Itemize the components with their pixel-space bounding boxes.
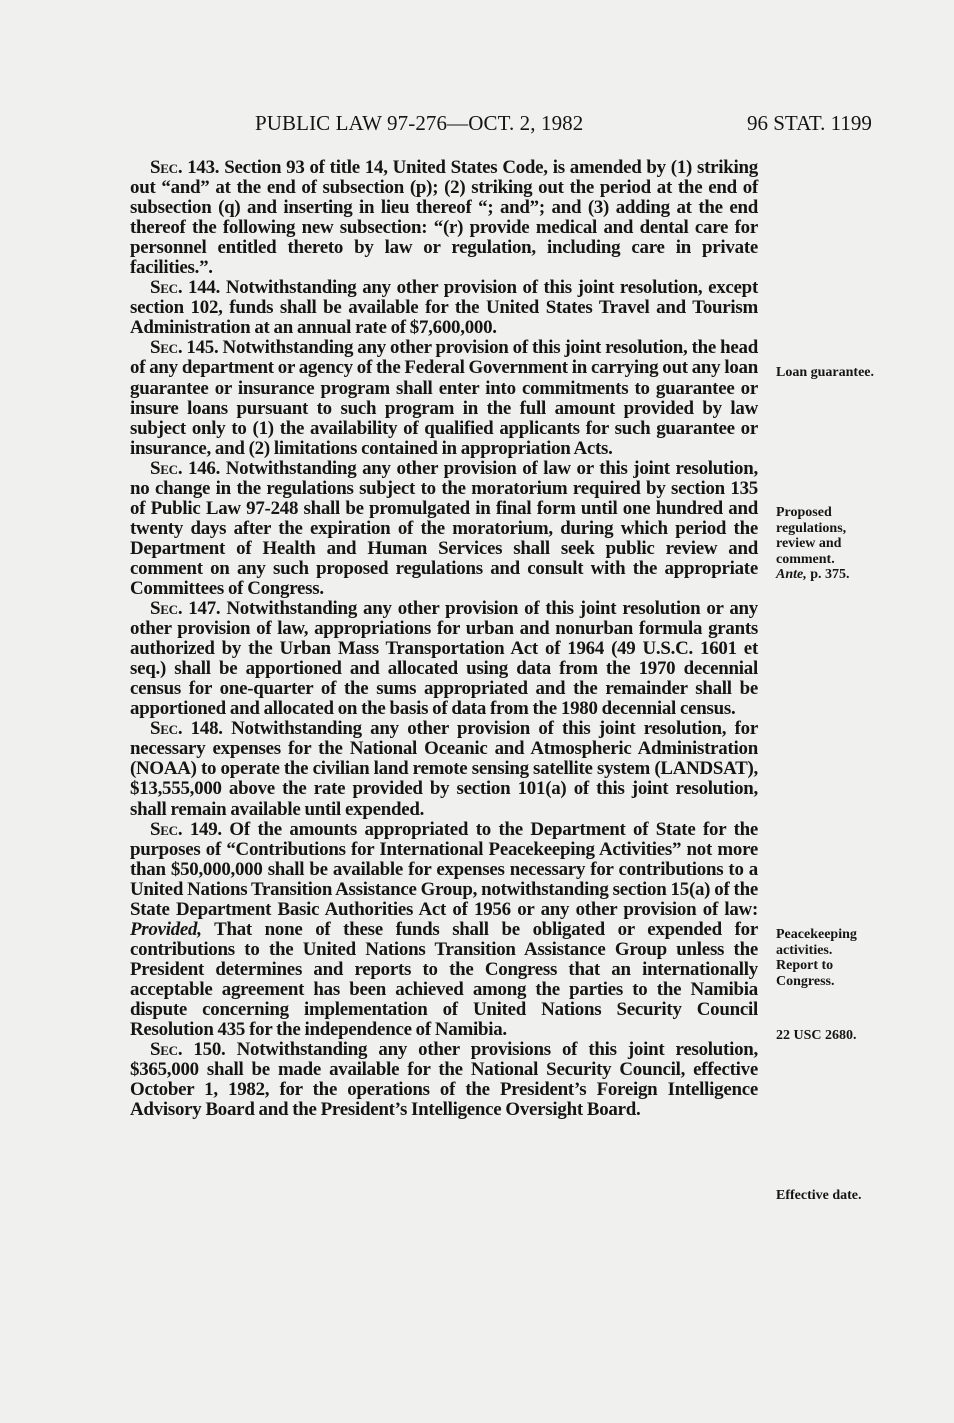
margin-note-ante-reference — [776, 567, 926, 583]
section-147 — [130, 599, 758, 719]
section-149 — [130, 820, 758, 1041]
margin-note-line: comment. — [776, 551, 835, 567]
section-text: Notwithstanding any other provision of this joint resolution, except section 102, funds shall be available for the United States Travel and Tourism Administration at an annual rate of $7,600,000. — [130, 277, 758, 339]
section-text: Section 93 of title 14, United States Code, is amended by (1) striking out “and” at the end of subsection (p); (2) striking out the period at the end of subsection (q) and inserting in lieu thereof “; and”; and (3) adding at the end thereof the following new subsection: “(r) provide medical and dental care for personnel entitled thereto by law or regulation, including care in private facilities.”. — [130, 157, 758, 279]
section-label: Sec. 144. — [150, 277, 221, 299]
margin-note-peacekeeping — [776, 927, 926, 989]
section-text: Notwithstanding any other provision of this joint resolution, the head of any department or agency of the Federal Government in carrying out any loan guarantee or insurance program shall enter into commitments to guarantee or insure loans pursuant to such program in the full amount provided by law subject only to (1) the availability of qualified applicants for such guarantee or insurance, and (2) limitations contained in appropriation Acts. — [130, 337, 758, 459]
margin-note-line: Peacekeeping — [776, 927, 857, 942]
ante-italic: Ante, — [776, 567, 807, 582]
margin-note-loan-guarantee: Loan guarantee. — [776, 365, 874, 380]
margin-note-line: Report to — [776, 958, 834, 973]
margin-note-proposed-regulations — [776, 505, 926, 583]
section-143 — [130, 158, 758, 278]
section-label: Sec. 143. — [150, 157, 220, 178]
section-text: Notwithstanding any other provisions of this joint resolution, $365,000 shall be made available for the National Security Council, effective October 1, 1982, for the operations of the President’s Foreign Intelligence Advisory Board and the President’s Intelligence Oversight Board. — [130, 1039, 758, 1121]
section-label: Sec. 145. — [150, 337, 219, 359]
margin-note-line: Congress. — [776, 973, 835, 989]
margin-note-line: regulations, — [776, 520, 847, 536]
section-148 — [130, 719, 758, 819]
section-label: Sec. 150. — [150, 1039, 226, 1061]
section-text: Notwithstanding any other provision of this joint resolution or any other provision of law, appropriations for urban and nonurban formula grants authorized by the Urban Mass Transportation Act of 1964 (49 U.S.C. 1601 et seq.) shall be apportioned and allocated using data from the 1970 decennial census for one-quarter of the sums appropriated and the remainder shall be apportioned and allocated on the basis of data from the 1980 decennial census. — [130, 598, 758, 720]
section-text-continued: That none of these funds shall be obligated or expended for contributions to the United Nations Transition Assistance Group unless the President determines and reports to the Congress that an internationally acceptable agreement has been achieved among the parties to the Namibia dispute concerning implementation of United Nations Security Council Resolution 435 for the independence of Namibia. — [130, 918, 758, 1041]
ante-page: p. 375. — [806, 567, 850, 582]
proviso-italic: Provided, — [130, 918, 202, 940]
section-150 — [130, 1040, 758, 1120]
section-label: Sec. 148. — [150, 718, 223, 740]
running-header-page: 96 STAT. 1199 — [747, 111, 872, 135]
section-label: Sec. 149. — [150, 818, 222, 840]
document-body — [130, 158, 758, 1120]
margin-note-usc-citation: 22 USC 2680. — [776, 1028, 857, 1043]
section-146 — [130, 459, 758, 599]
margin-note-line: activities. — [776, 942, 833, 958]
margin-note-effective-date: Effective date. — [776, 1188, 862, 1203]
section-144 — [130, 278, 758, 338]
section-text: Notwithstanding any other provision of this joint resolution, for necessary expenses for the National Oceanic and Atmospheric Administration (NOAA) to operate the civilian land remote sensing satellite system (LANDSAT), $13,555,000 above the rate provided by section 101(a) of this joint resolution, shall remain available until expended. — [130, 718, 758, 820]
section-145 — [130, 338, 758, 458]
section-text: Of the amounts appropriated to the Department of State for the purposes of “Contributions for International Peacekeeping Activities” not more than $50,000,000 shall be available for expenses necessary for contributions to a United Nations Transition Assistance Group, notwithstanding section 15(a) of the State Department Basic Authorities Act of 1956 or any other provision of law: — [130, 818, 758, 920]
section-label: Sec. 146. — [150, 457, 221, 479]
running-header-title: PUBLIC LAW 97-276—OCT. 2, 1982 — [255, 111, 584, 135]
margin-note-line: review and — [776, 536, 842, 551]
section-text: Notwithstanding any other provision of law or this joint resolution, no change in the regulations subject to the moratorium required by section 135 of Public Law 97-248 shall be promulgated in final form until one hundred and twenty days after the expiration of the moratorium, during which period the Department of Health and Human Services shall seek public review and comment on any such proposed regulations and consult with the appropriate Committees of Congress. — [130, 457, 758, 599]
section-label: Sec. 147. — [150, 598, 221, 620]
margin-note-line: Proposed — [776, 505, 832, 520]
